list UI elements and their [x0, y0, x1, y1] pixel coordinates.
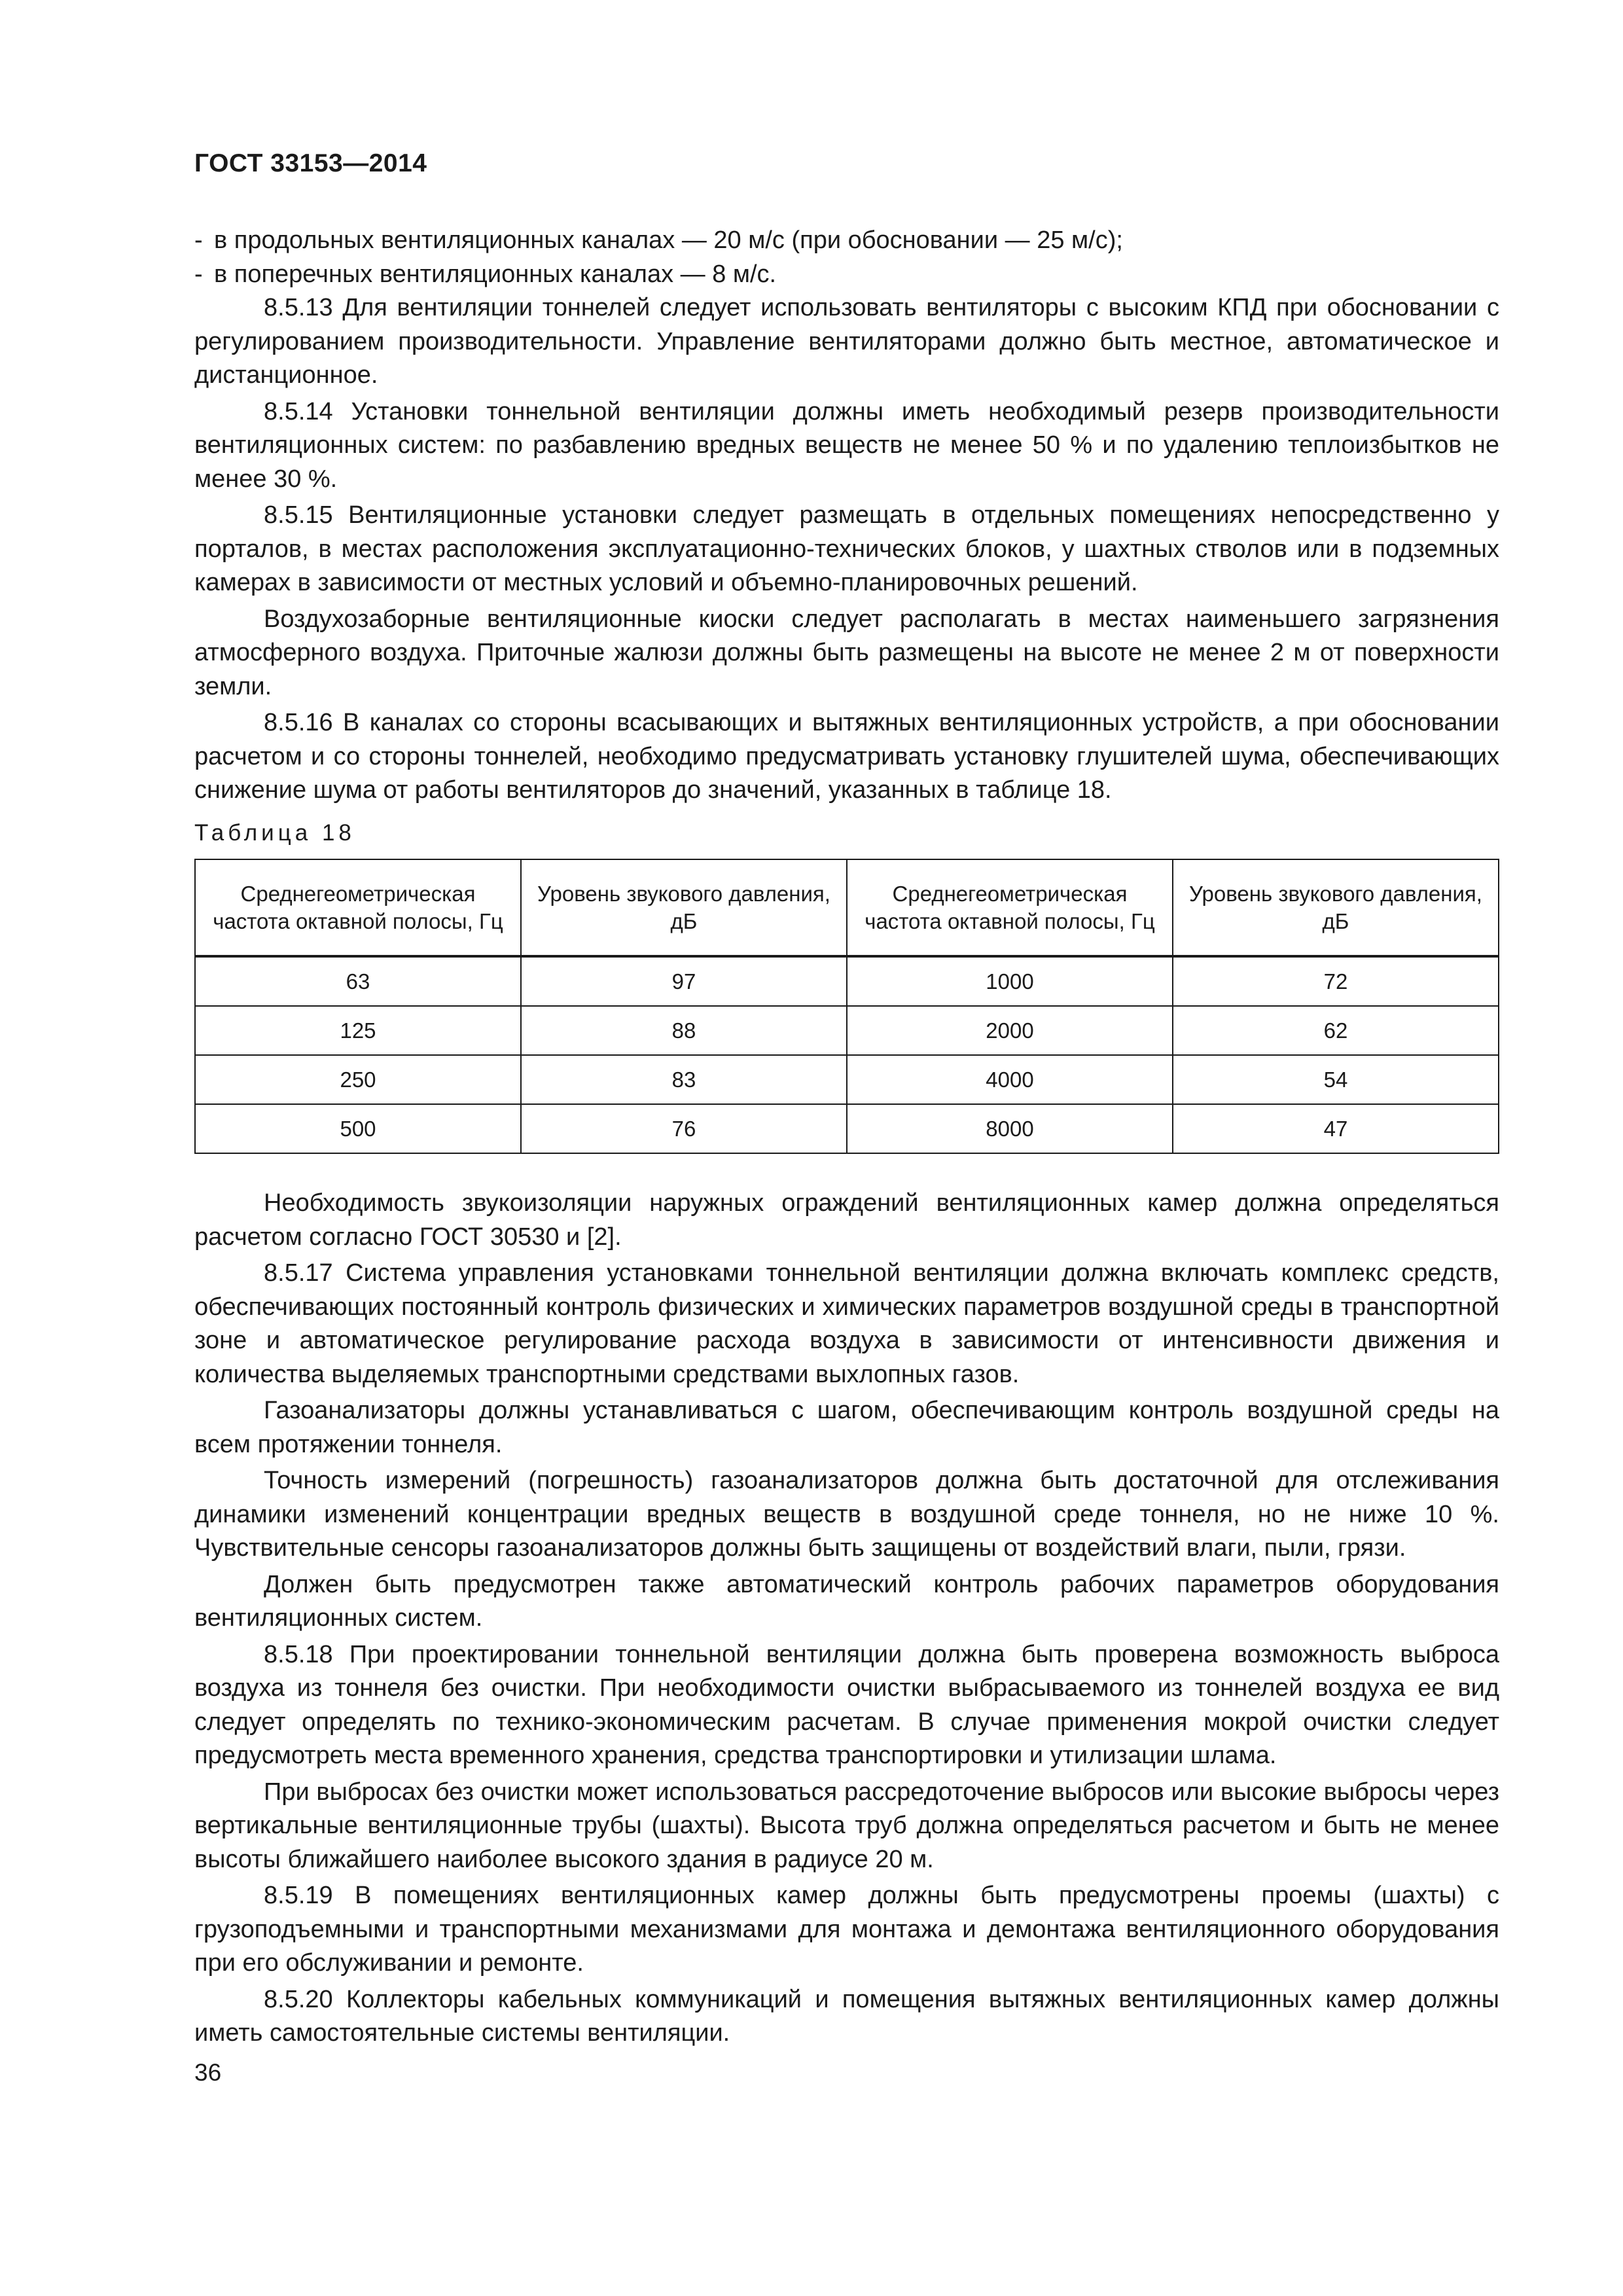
paragraph-8-5-18: 8.5.18 При проектировании тоннельной вентиляции должна быть проверена возможность выброса воздуха из тоннеля без очистки. При необходимости очистки выбрасываемого из тоннелей воздуха ее вид следует определять по технико-экономическим расчетам. В случае применения мокрой очистки следует предусмотреть места временного хранения, средства транспортировки и утилизации шлама.	[194, 1640, 1499, 1769]
paragraph-emissions: При выбросах без очистки может использоваться рассредоточение выбросов или высокие выбросы через вертикальные вентиляционные трубы (шахты). Высота труб должна определяться расчетом и быть не менее высоты ближайшего наиболее высокого здания в радиусе 20 м.	[194, 1778, 1499, 1873]
dash-item: - в продольных вентиляционных каналах — 20 м/с (при обосновании — 25 м/с);	[194, 226, 1123, 254]
table-cell: 88	[521, 1006, 847, 1055]
table-header-cell: Уровень звукового давления, дБ	[521, 859, 847, 956]
table-header-cell: Среднегеометрическая частота октавной полосы, Гц	[195, 859, 521, 956]
table-header-cell: Уровень звукового давления, дБ	[1173, 859, 1499, 956]
paragraph-auto-control: Должен быть предусмотрен также автоматический контроль рабочих параметров оборудования вентиляционных систем.	[194, 1570, 1499, 1632]
paragraph-8-5-14: 8.5.14 Установки тоннельной вентиляции должны иметь необходимый резерв производительности вентиляционных систем: по разбавлению вредных веществ не менее 50 % и по удалению теплоизбытков не менее 30 %.	[194, 397, 1499, 493]
paragraph-8-5-13: 8.5.13 Для вентиляции тоннелей следует использовать вентиляторы с высоким КПД при обосновании с регулированием производительности. Управление вентиляторами должно быть местное, автоматическое и дистанционное.	[194, 294, 1499, 389]
table-row	[195, 1006, 1499, 1055]
dash-item-text: в продольных вентиляционных каналах — 20 м/с (при обосновании — 25 м/с);	[214, 226, 1123, 254]
page-number: 36	[194, 2059, 222, 2086]
section-body-top	[194, 224, 1499, 810]
paragraph-8-5-20: 8.5.20 Коллекторы кабельных коммуникаций и помещения вытяжных вентиляционных камер должны иметь самостоятельные системы вентиляции.	[194, 1985, 1499, 2047]
section-body-bottom	[194, 1187, 1499, 2053]
paragraph-8-5-15: 8.5.15 Вентиляционные установки следует размещать в отдельных помещениях непосредственно у порталов, в местах расположения эксплуатационно-технических блоков, у шахтных стволов или в подземных камерах в зависимости от местных условий и объемно-планировочных решений.	[194, 501, 1499, 596]
table-row	[195, 956, 1499, 1006]
table-cell: 1000	[847, 956, 1173, 1006]
table-cell: 8000	[847, 1104, 1173, 1153]
table-cell: 47	[1173, 1104, 1499, 1153]
table-row	[195, 1104, 1499, 1153]
table-cell: 250	[195, 1055, 521, 1104]
noise-level-table	[194, 859, 1499, 1154]
table-cell: 62	[1173, 1006, 1499, 1055]
paragraph-air-intake: Воздухозаборные вентиляционные киоски следует располагать в местах наименьшего загрязнения атмосферного воздуха. Приточные жалюзи должны быть размещены на высоте не менее 2 м от поверхности земли.	[194, 605, 1499, 700]
paragraph-measurement-accuracy: Точность измерений (погрешность) газоанализаторов должна быть достаточной для отслеживания динамики изменений концентрации вредных веществ в воздушной среде тоннеля, но не ниже 10 %. Чувствительные сенсоры газоанализаторов должны быть защищены от воздействий влаги, пыли, грязи.	[194, 1467, 1499, 1562]
paragraph-8-5-16: 8.5.16 В каналах со стороны всасывающих и вытяжных вентиляционных устройств, а при обосновании расчетом и со стороны тоннелей, необходимо предусматривать установку глушителей шума, обеспечивающих снижение шума от работы вентиляторов до значений, указанных в таблице 18.	[194, 709, 1499, 804]
table-cell: 4000	[847, 1055, 1173, 1104]
table-header-row	[195, 859, 1499, 956]
table-cell: 76	[521, 1104, 847, 1153]
table-cell: 2000	[847, 1006, 1173, 1055]
table-cell: 63	[195, 956, 521, 1006]
table-caption: Таблица 18	[194, 820, 355, 846]
table-cell: 72	[1173, 956, 1499, 1006]
table-row	[195, 1055, 1499, 1104]
table-cell: 54	[1173, 1055, 1499, 1104]
paragraph-gas-analyzers: Газоанализаторы должны устанавливаться с шагом, обеспечивающим контроль воздушной среды на всем протяжении тоннеля.	[194, 1397, 1499, 1458]
document-header: ГОСТ 33153—2014	[194, 149, 427, 177]
paragraph-8-5-19: 8.5.19 В помещениях вентиляционных камер должны быть предусмотрены проемы (шахты) с грузоподъемными и транспортными механизмами для монтажа и демонтажа вентиляционного оборудования при его обслуживании и ремонте.	[194, 1882, 1499, 1977]
dash-item-text: в поперечных вентиляционных каналах — 8 м/с.	[214, 260, 777, 288]
table-cell: 97	[521, 956, 847, 1006]
paragraph-8-5-17: 8.5.17 Система управления установками тоннельной вентиляции должна включать комплекс средств, обеспечивающих постоянный контроль физических и химических параметров воздушной среды в транспортной зоне и автоматическое регулирование расхода воздуха в зависимости от интенсивности движения и количества выделяемых транспортными средствами выхлопных газов.	[194, 1259, 1499, 1388]
table-cell: 125	[195, 1006, 521, 1055]
table-cell: 500	[195, 1104, 521, 1153]
table-header-cell: Среднегеометрическая частота октавной полосы, Гц	[847, 859, 1173, 956]
document-page	[194, 0, 1499, 2296]
dash-item: - в поперечных вентиляционных каналах — 8 м/с.	[194, 260, 777, 288]
paragraph-soundproofing: Необходимость звукоизоляции наружных ограждений вентиляционных камер должна определяться расчетом согласно ГОСТ 30530 и [2].	[194, 1189, 1499, 1251]
table-cell: 83	[521, 1055, 847, 1104]
